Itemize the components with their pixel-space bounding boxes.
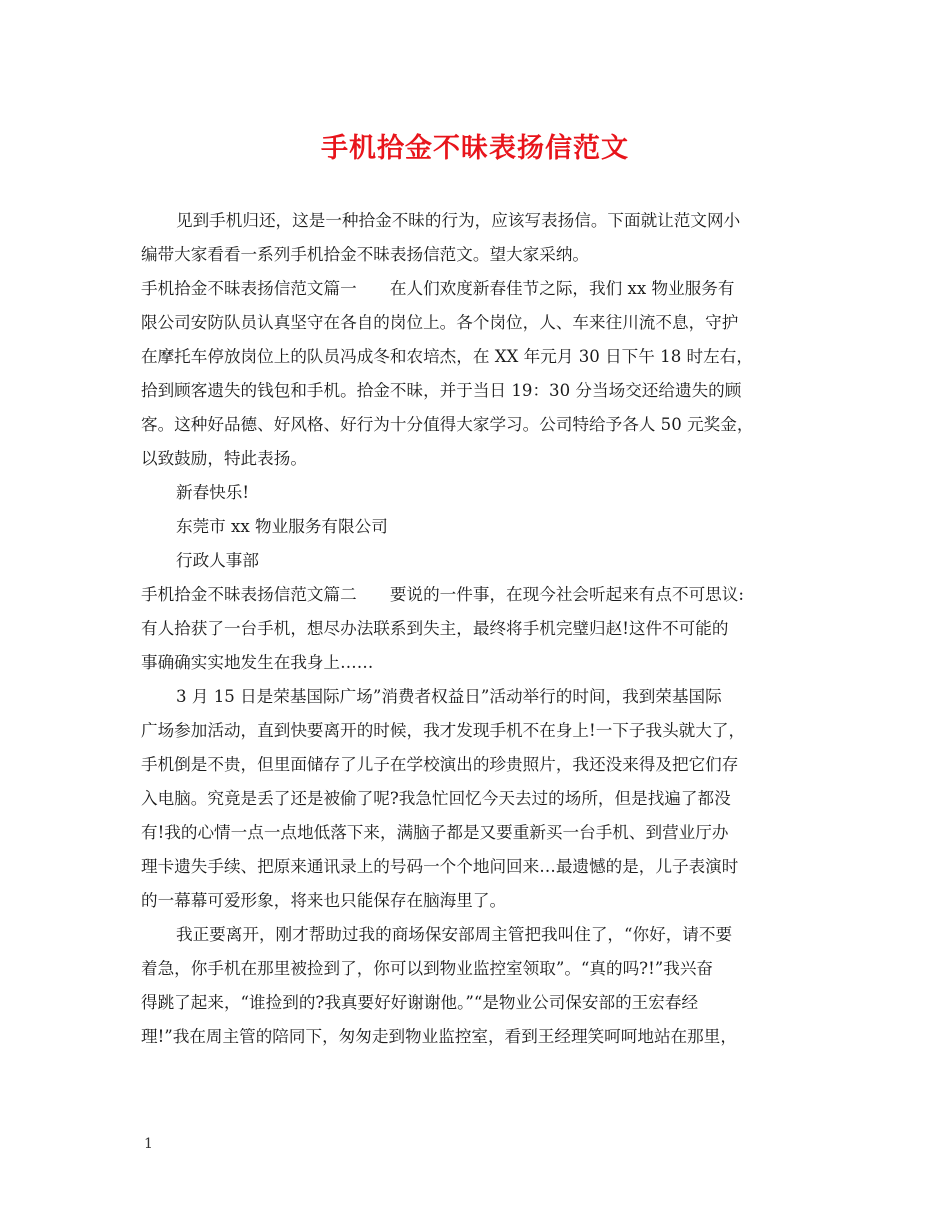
body-line: 限公司安防队员认真坚守在各自的岗位上。各个岗位，人、车来往川流不息，守护 (141, 313, 739, 332)
body-line: 拾到顾客遗失的钱包和手机。拾金不昧，并于当日 19：30 分当场交还给遗失的顾 (141, 381, 742, 400)
body-line: 手机倒是不贵，但里面储存了儿子在学校演出的珍贵照片，我还没来得及把它们存 (141, 755, 739, 774)
document-title: 手机拾金不昧表扬信范文 (321, 133, 629, 164)
body-line: 客。这种好品德、好风格、好行为十分值得大家学习。公司特给予各人 50 元奖金， (141, 415, 754, 434)
body-line: 3 月 15 日是荣基国际广场”消费者权益日”活动举行的时间，我到荣基国际 (176, 687, 722, 706)
body-line: 新春快乐! (176, 483, 250, 502)
body-line: 理!”我在周主管的陪同下，匆匆走到物业监控室，看到王经理笑呵呵地站在那里， (141, 1027, 737, 1046)
body-line: 着急，你手机在那里被捡到了，你可以到物业监控室领取”。“真的吗?!”我兴奋 (141, 959, 714, 978)
body-line: 事确确实实地发生在我身上…… (141, 653, 374, 672)
body-line: 见到手机归还，这是一种拾金不昧的行为，应该写表扬信。下面就让范文网小 (176, 211, 741, 230)
body-line: 东莞市 xx 物业服务有限公司 (176, 517, 388, 536)
body-line: 手机拾金不昧表扬信范文篇二 要说的一件事，在现今社会听起来有点不可思议: (141, 585, 744, 604)
body-line: 以致鼓励，特此表扬。 (141, 449, 307, 468)
body-line: 入电脑。究竟是丢了还是被偷了呢?我急忙回忆今天去过的场所，但是找遍了都没 (141, 789, 731, 808)
body-line: 得跳了起来，“谁捡到的?我真要好好谢谢他。”“是物业公司保安部的王宏春经 (141, 993, 699, 1012)
body-line: 广场参加活动，直到快要离开的时候，我才发现手机不在身上!一下子我头就大了， (141, 721, 746, 740)
document-body (141, 204, 829, 1054)
page-number: 1 (144, 1136, 153, 1152)
body-line: 手机拾金不昧表扬信范文篇一 在人们欢度新春佳节之际，我们 xx 物业服务有 (141, 279, 735, 298)
body-line: 在摩托车停放岗位上的队员冯成冬和农培杰，在 XX 年元月 30 日下午 18 时左右， (141, 347, 753, 366)
body-line: 的一幕幕可爱形象，将来也只能保存在脑海里了。 (141, 891, 507, 910)
body-line: 我正要离开，刚才帮助过我的商场保安部周主管把我叫住了，“你好，请不要 (176, 925, 733, 944)
body-line: 行政人事部 (176, 551, 259, 570)
body-line: 理卡遗失手续、把原来通讯录上的号码一个个地问回来…最遗憾的是，儿子表演时 (141, 857, 739, 876)
body-line: 有!我的心情一点一点地低落下来，满脑子都是又要重新买一台手机、到营业厅办 (141, 823, 729, 842)
body-line: 有人拾获了一台手机，想尽办法联系到失主，最终将手机完璧归赵!这件不可能的 (141, 619, 729, 638)
body-line: 编带大家看看一系列手机拾金不昧表扬信范文。望大家采纳。 (141, 245, 590, 264)
